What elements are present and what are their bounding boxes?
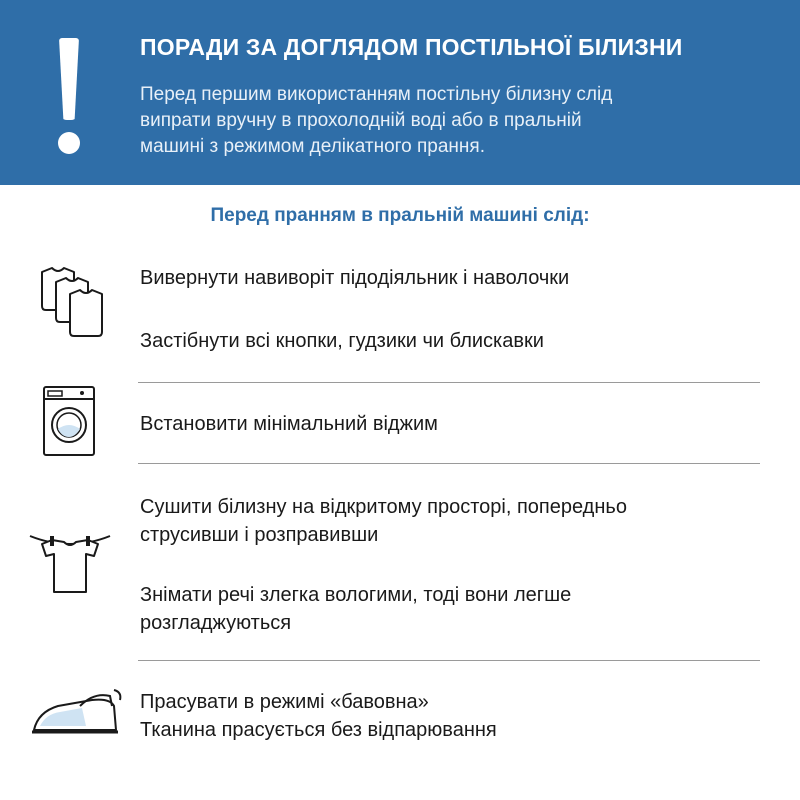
intro-line: машині з режимом делікатного прання. bbox=[140, 136, 485, 157]
tip-text: Застібнути всі кнопки, гудзики чи блискавки bbox=[140, 330, 544, 352]
tip-text: Сушити білизну на відкритому просторі, попередньо bbox=[140, 496, 627, 518]
intro-text bbox=[140, 82, 760, 160]
header-banner bbox=[0, 0, 800, 185]
tip-text: Встановити мінімальний віджим bbox=[140, 413, 438, 435]
tip-text: Тканина прасується без відпарювання bbox=[140, 719, 497, 741]
intro-line: випрати вручну в прохолодній воді або в пральній bbox=[140, 110, 582, 131]
tip-text: струсивши і розправивши bbox=[140, 524, 379, 546]
divider bbox=[138, 463, 760, 464]
intro-line: Перед першим використанням постільну білизну слід bbox=[140, 84, 613, 105]
shirts-icon bbox=[36, 262, 116, 340]
tip-text: розгладжуються bbox=[140, 612, 292, 634]
washing-machine-icon bbox=[42, 385, 98, 459]
divider bbox=[138, 660, 760, 661]
section-subheading: Перед пранням в пральній машині слід: bbox=[210, 205, 590, 226]
tip-text: Прасувати в режимі «бавовна» bbox=[140, 691, 429, 713]
iron-icon bbox=[30, 686, 126, 738]
divider bbox=[138, 382, 760, 383]
tip-text: Знімати речі злегка вологими, тоді вони легше bbox=[140, 584, 572, 606]
page-title: ПОРАДИ ЗА ДОГЛЯДОМ ПОСТІЛЬНОЇ БІЛИЗНИ bbox=[140, 34, 683, 60]
tip-text: Вивернути навиворіт підодіяльник і наволочки bbox=[140, 267, 570, 289]
clothesline-icon bbox=[28, 528, 112, 598]
